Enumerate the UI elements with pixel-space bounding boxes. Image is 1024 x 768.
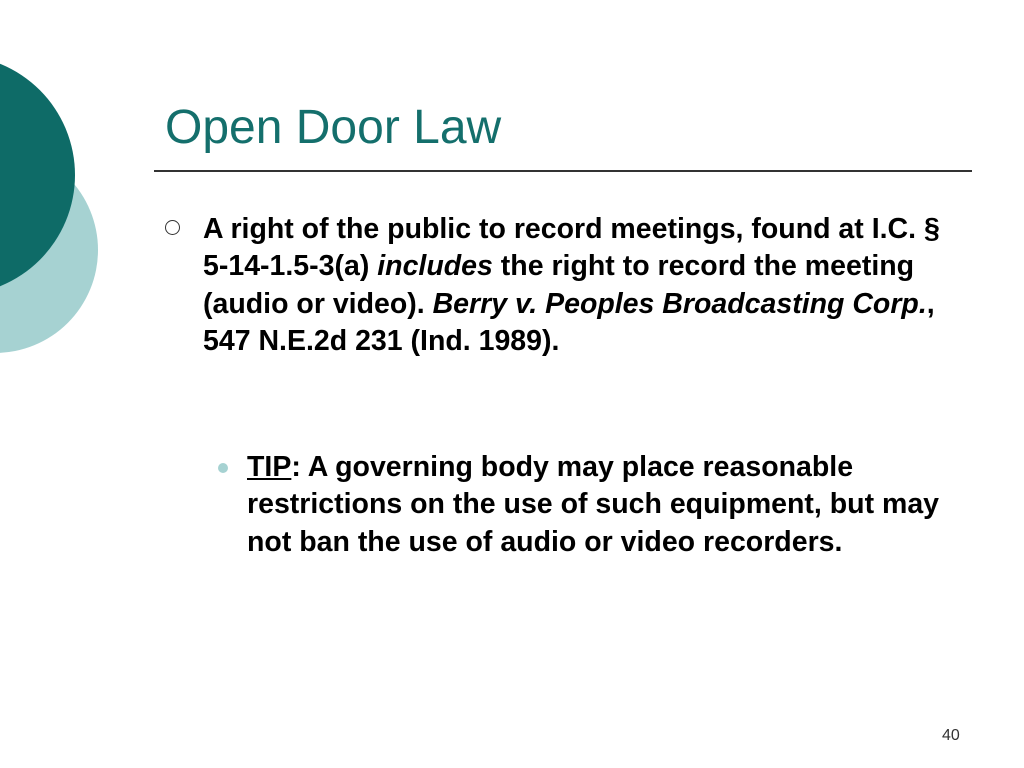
- sub-bullet: [218, 449, 948, 561]
- title-divider: [154, 170, 972, 172]
- hollow-circle-bullet-icon: [165, 220, 180, 235]
- case-citation-name: Berry v. Peoples Broadcasting Corp.: [432, 287, 927, 320]
- main-bullet: [165, 211, 955, 360]
- bullet-text-part3: , 547 N.E.2d 231 (Ind. 1989).: [203, 287, 935, 357]
- tip-text: : A governing body may place reasonable restrictions on the use of such equipment, but may not ban the use of audio or video recorders.: [247, 451, 940, 558]
- slide-title: Open Door Law: [165, 101, 502, 154]
- includes-emphasis: includes: [377, 250, 493, 283]
- decorative-circles: [0, 0, 110, 400]
- page-number: 40: [942, 727, 960, 744]
- bullet-text-part1: A right of the public to record meetings, found at I.C. § 5-14-1.5-3(a): [203, 213, 940, 283]
- bullet-text-part2: the right to record the meeting (audio or video).: [203, 250, 915, 320]
- main-bullet-text: [203, 211, 955, 360]
- filled-dot-bullet-icon: [218, 463, 228, 473]
- tip-label: TIP: [247, 451, 292, 483]
- sub-bullet-text: [247, 449, 948, 561]
